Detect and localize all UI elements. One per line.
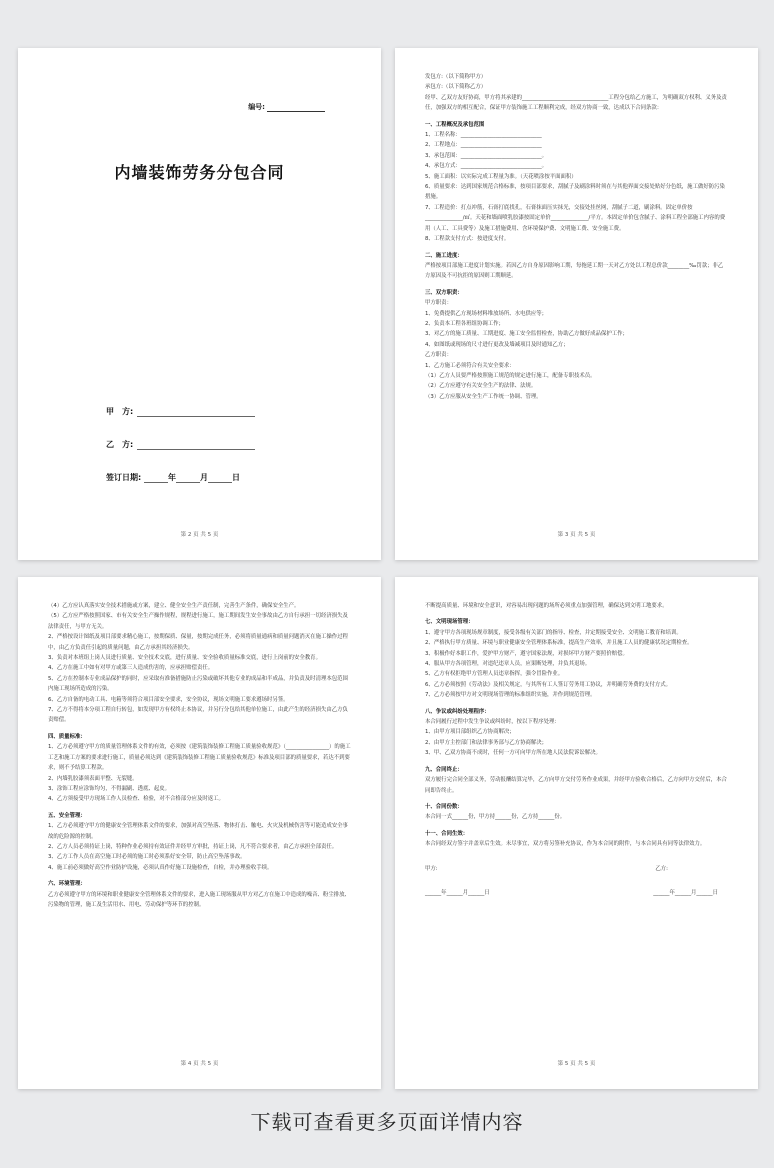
party-a-label: 甲 方: (106, 407, 134, 416)
month-blank (176, 474, 200, 483)
clause-text: 1、工程名称：______________________________ (425, 132, 542, 139)
clause-text: 4、服从甲方各项管理，对违纪违章人员，应果断处理，并负其退场。 (425, 661, 591, 668)
clause-text: 1、乙方必须遵守甲方的健康安全管理体系文件的要求，加强对高空坠落、物体打击、触电、火灾及机械伤害等可能造成安全事故的危险源的控制。 (48, 823, 348, 840)
day-blank (208, 474, 232, 483)
section-heading: 一、工程概况及承包范围 (425, 121, 485, 128)
contract-number-blank (267, 111, 325, 112)
clause-text: 6、质量要求：达到国家规范合格标准，按项目部要求，刮腻子及刷涂料时须在与其他界面交接处贴好分色纸，施工做好防污染措施。 (425, 184, 725, 201)
clause-text: 2、内墙乳胶漆须表面平整、无裂缝。 (48, 775, 138, 782)
section-heading: 二、施工进度： (425, 252, 463, 259)
download-prompt: 下载可查看更多页面详情内容 (250, 1110, 524, 1134)
year-blank (144, 474, 168, 483)
party-b-label: 乙 方: (106, 440, 134, 449)
page-number: 第 4 页 共 5 页 (180, 1061, 219, 1067)
document-page-3 (18, 577, 381, 1089)
clause-text: 2、严格执行甲方质量、环境与职业健康安全管理体系标准，提高生产效率，并且施工人员的健康状况定期检查。 (425, 640, 693, 647)
clause-text: 2、负责本工程各班组协调工作； (425, 320, 504, 327)
clause-text: 乙方职责： (425, 352, 452, 359)
clause-text: 严格按项目部施工进度计划实施。若因乙方自身原因影响工期，每拖延工期一天对乙方处以工程总价款________‰罚款；非乙方原因及不可抗拒的原因则工期顺延。 (425, 262, 724, 280)
clause-text: 3、乙方工作人员在高空施工时必须的施工时必须系好安全带，防止高空坠落事故。 (48, 854, 246, 861)
contract-number (248, 102, 325, 112)
party-b-date: ______年______月______日 (653, 889, 718, 896)
clause-text: 甲方职责： (425, 300, 452, 307)
clause-text: 4、如图纸或现场的尺寸进行更改及墙减项目及时通知乙方； (425, 341, 569, 348)
party-a-blank (137, 408, 255, 417)
section-heading: 七、文明现场管理： (425, 619, 474, 626)
clause-text: 7、乙方必须按甲方对文明现场管理的标准组织实施，并作到规范管理。 (425, 692, 596, 699)
clause-text: 3、甲、乙双方协商不成时，任何一方可向甲方所在地人民法院诉讼解决。 (425, 750, 601, 757)
page-body (425, 601, 728, 898)
document-page-2 (395, 48, 758, 560)
clause-text: 2、乙方人员必须持证上岗，特种作业必须持有效证件并经甲方审批，持证上岗，凡不符合要求者，由乙方承担全部责任。 (48, 843, 338, 850)
section-heading: 八、争议或纠纷处理程序： (425, 708, 490, 715)
party-b-signature-label: 乙方: (655, 865, 668, 872)
page-number: 第 5 页 共 5 页 (557, 1061, 596, 1067)
contract-number-label: 编号: (248, 103, 265, 111)
clause-text: 2、工程地点：______________________________ (425, 142, 542, 149)
clause-text: （3）乙方应服从安全生产工作统一协调、管理。 (425, 393, 542, 400)
section-heading: 六、环境管理： (48, 881, 86, 888)
clause-text: 1、由甲方项目部组织乙方协商解决； (425, 729, 515, 736)
year-label: 年 (168, 473, 176, 482)
document-page-4 (395, 577, 758, 1089)
clause-text: 2、由甲方主控部门和法律事务部与乙方协商解决； (425, 739, 548, 746)
section-heading: 四、质量标准： (48, 733, 86, 740)
page-number: 第 3 页 共 5 页 (557, 532, 596, 538)
section-heading: 十、合同份数： (425, 803, 463, 810)
clause-text: 3、承包范围：______________________________。 (425, 152, 548, 159)
clause-text: 6、乙方必须按照《劳动法》及相关规定，与其所有工人签订劳务用工协议，并明确劳务费的支付方式。 (425, 681, 672, 688)
clause-text: 7、工程造价：打点冲筋，石膏打底找孔，石膏抹面压实抹光，交接处挂丝网，刮腻子二道，刷涂料。固定单价按______________/㎡。天花和墙面喷乳胶漆按固定单价______________/平方。本固定单价包含腻子、涂料工程全部施工内容的费用（人工、工具费等）及施工措施费用、含环境保护费、文明施工费、安全施工费。 (425, 204, 726, 232)
clause-text: 4、施工前必须做好高空作业防护设施，必须认真作好施工设施检查，自检，并办理验收手续。 (48, 864, 273, 871)
signature-date-row (425, 888, 728, 898)
clause-text: 乙方必须遵守甲方的环境和职业健康安全管理体系文件的要求，进入施工现场服从甲方对乙方在施工中造成的噪音、粉尘排放、污染物的管理，施工及生活用水、用电、劳动保护等环节的控制。 (48, 891, 350, 908)
clause-text: 8、工程款支付方式：按进度支付。 (425, 236, 510, 243)
page-body (48, 601, 351, 910)
clause-text: 1、乙方必须遵守甲方的质量管理体系文件的有效，必须按《建筑装饰装修工程施工质量验收规范》（________________）的施工工艺和施工方案的要求进行施工，质量必须达到《建筑装饰装修工程施工质量验收规范》标准及项目部的质量要求，若达不到要求，则不予结算工程款。 (48, 744, 351, 772)
clause-text: 本合同履行过程中发生争议或纠纷时，按以下程序处理： (425, 719, 560, 726)
sign-date-label: 签订日期: (106, 473, 142, 482)
clause-text: （4）乙方应认真落实安全技术措施或方案，建立、健全安全生产责任制，完善生产条件，确保安全生产。 (48, 603, 300, 609)
party-a-date: ______年______月______日 (425, 889, 490, 896)
clause-text: 3、负责对本班组上岗人员进行质量、安全技术交底，进行质量、安全验收质量标准交底，进行上岗前的安全教育。 (48, 655, 321, 662)
day-label: 日 (232, 473, 240, 482)
clause-text: 2、严格按设计图纸及项目部要求精心施工，按期保质、保量，按期完成任务，必须将质量通病和质量问题消灭在施工操作过程中，由乙方负责任引起的质量问题，由乙方承担其经济损失。 (48, 634, 348, 651)
signature-row (425, 864, 728, 874)
clause-text: 1、免费提供乙方现场材料堆放场所、水电供应等； (425, 310, 548, 317)
clause-text: 4、承包方式：______________________________。 (425, 163, 548, 170)
document-page-cover (18, 48, 381, 560)
clause-text: 3、积极作好本职工作，爱护甲方财产，遵守国家法规，对损坏甲方财产要照价赔偿。 (425, 650, 628, 657)
clause-text: 1、乙方施工必须符合有关安全要求： (425, 362, 515, 369)
clause-text: 7、乙方不得将本分项工程自行转包，如发现甲方有权终止本协议，并另行分包给其他单位施工，由此产生的经济损失由乙方负责赔偿。 (48, 707, 348, 724)
section-heading: 三、双方职责： (425, 289, 463, 296)
clause-text: 本合同经双方签字并盖章后生效。未尽事宜，双方将另签补充协议，作为本合同的附件，与本合同具有同等法律效力。 (425, 841, 706, 848)
party-a-signature-label: 甲方: (425, 865, 438, 872)
clause-text: 发包方:（以下简称甲方） (425, 74, 487, 80)
clause-text: （5）乙方应严格按照国家、市有关安全生产操作规程，规程进行施工，施工期间发生安全事故由乙方自行承担一切经济损失及法律责任，与甲方无关。 (48, 613, 348, 630)
contract-title: 内墙装饰劳务分包合同 (114, 163, 285, 182)
clause-text: 双方履行完合同全部义务，劳动报酬结算完毕，乙方向甲方交付劳务作业成果，并经甲方验收合格后，乙方向甲方交付后，本合同即告终止。 (425, 777, 727, 794)
clause-text: 承包方:（以下简称乙方） (425, 84, 487, 91)
party-b-row (106, 439, 255, 450)
sign-date-row (106, 472, 240, 483)
section-heading: 九、合同终止： (425, 766, 463, 773)
clause-text: 5、乙方在控制本专业成品保护的同时，应采取有准备措施防止污染或破坏其他专业的成品和半成品，并负责及时清理本包范围内施工现场所造成的污染。 (48, 675, 348, 693)
party-a-row (106, 406, 255, 417)
clause-text: （2）乙方应遵守有关安全生产的法律、法规。 (425, 383, 537, 390)
clause-text: 1、遵守甲方各项现场规章制度，接受各级有关部门的指导、检查，并定期接受安全、文明施工教育和培训。 (425, 629, 682, 636)
clause-text: 3、对乙方的施工质量、工期进度、施工安全监督检查，协助乙方做好成品保护工作； (425, 331, 628, 338)
clause-text: 3、涂饰工程应涂饰均匀，不得漏刷、透底、起皮。 (48, 785, 171, 792)
page-number: 第 2 页 共 5 页 (180, 532, 219, 538)
clause-text: 本合同一式______份，甲方持______份，乙方持______份。 (425, 814, 566, 821)
clause-text: 5、乙方有权拒绝甲方管理人员违章指挥，强令冒险作业。 (425, 671, 564, 678)
month-label: 月 (200, 473, 208, 482)
section-heading: 十一、合同生效： (425, 830, 469, 837)
clause-text: 经甲、乙双方友好协商，甲方将其承建的________________________________工程分包给乙方施工，为明确双方权利、义务及责任，加强双方的相互配合，保证甲方装饰施工工程顺利完成，经双方协商一致，达成以下合同条款： (425, 94, 727, 112)
section-heading: 五、安全管理： (48, 812, 86, 819)
clause-text: 6、乙方自备的电动工具、电箱等须符合项目部安全要求，安全协议，现场文明施工要求遵场时另签。 (48, 696, 289, 703)
clause-text: （1）乙方人员要严格按照施工规范的规定进行施工，配备专职技术员。 (425, 372, 596, 379)
clause-text: 不断提高质量、环境和安全意识，对容易出现问题的场所必须重点加强管理，确保达到文明工地要求。 (425, 603, 668, 609)
clause-text: 4、乙方须接受甲方现场工作人员检查、检验，对不合格部分应及时返工。 (48, 796, 224, 803)
clause-text: 5、施工面积：以实际完成工程量为准。（天花喷涂按平面面积） (425, 173, 577, 180)
clause-text: 4、乙方在施工中如有对甲方或第三人造成伤害的，应承担赔偿责任。 (48, 665, 214, 672)
party-b-blank (137, 441, 255, 450)
page-body (425, 72, 728, 402)
